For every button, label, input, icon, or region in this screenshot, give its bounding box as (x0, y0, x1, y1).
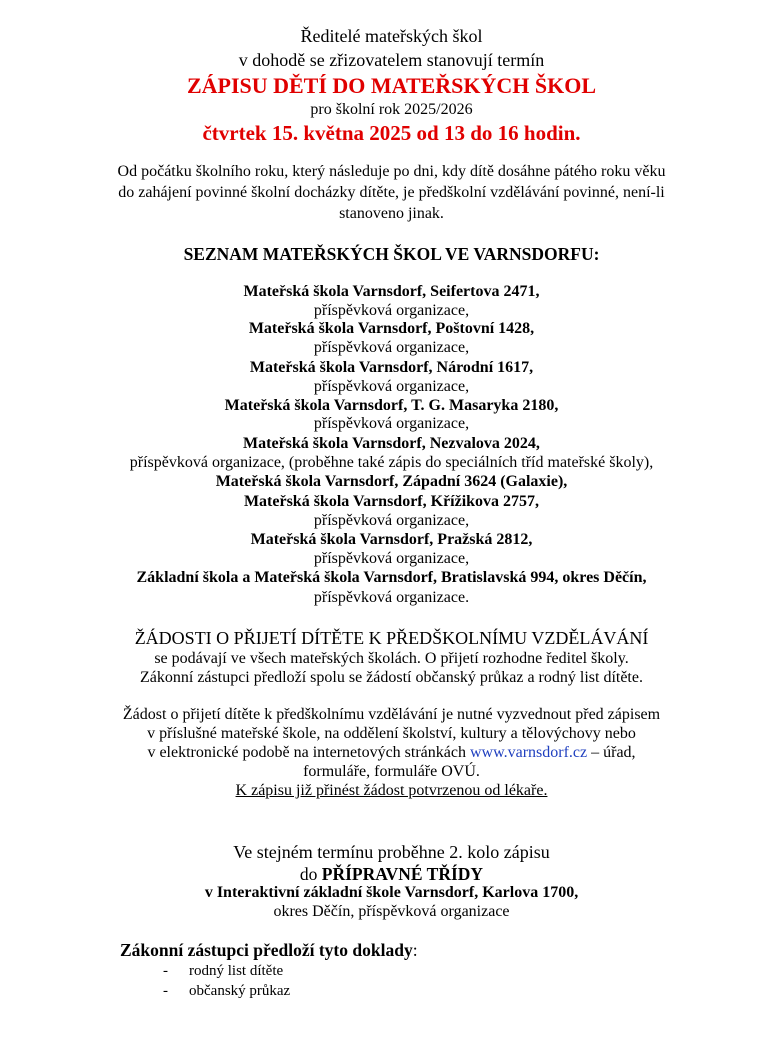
school-type: příspěvková organizace. (313, 589, 470, 606)
school-name: Mateřská škola Varnsdorf, T. G. Masaryka 2180, (224, 397, 559, 414)
schools-heading: SEZNAM MATEŘSKÝCH ŠKOL VE VARNSDORFU: (183, 244, 600, 264)
intro-line-2: do zahájení povinné školní docházky dítěte, je předškolní vzdělávání povinné, není-li (118, 184, 665, 201)
varnsdorf-website-link[interactable]: www.varnsdorf.cz (469, 744, 588, 761)
header-line-1: Ředitelé mateřských škol (300, 26, 483, 46)
school-name: Mateřská škola Varnsdorf, Křížikova 2757, (243, 493, 540, 510)
document-item: rodný list dítěte (189, 963, 284, 979)
school-name: Mateřská škola Varnsdorf, Pražská 2812, (250, 531, 533, 548)
bullet-dash: - (163, 983, 168, 999)
applications-line-1: se podávají ve všech mateřských školách. O přijetí rozhodne ředitel školy. (154, 650, 629, 667)
prep-class-line-2 (0, 864, 783, 885)
form-info-line-1: Žádost o přijetí dítěte k předškolnímu vzdělávání je nutné vyzvednout před zápisem (122, 706, 661, 723)
school-name: Mateřská škola Varnsdorf, Nezvalova 2024, (243, 435, 540, 452)
school-name: Mateřská škola Varnsdorf, Poštovní 1428, (248, 320, 535, 337)
form-info-line-4: formuláře, formuláře OVÚ. (303, 763, 480, 780)
school-type: příspěvková organizace, (313, 415, 470, 432)
school-name: Mateřská škola Varnsdorf, Seifertova 2471, (243, 283, 540, 300)
intro-line-3: stanoveno jinak. (339, 205, 444, 222)
applications-line-2: Zákonní zástupci předloží spolu se žádostí občanský průkaz a rodný list dítěte. (140, 669, 643, 686)
prep-class-district: okres Děčín, příspěvková organizace (273, 903, 510, 920)
school-name: Mateřská škola Varnsdorf, Západní 3624 (Galaxie), (215, 473, 568, 490)
documents-heading-colon: : (412, 940, 418, 960)
documents-heading-text: Zákonní zástupci předloží tyto doklady (120, 940, 413, 960)
form-info-line-3-pre: v elektronické podobě na internetových stránkách (147, 744, 470, 761)
form-info-line-3 (0, 744, 783, 762)
doctor-confirmation-note: K zápisu již přinést žádost potvrzenou od lékaře. (235, 782, 548, 799)
school-type: příspěvková organizace, (proběhne také zápis do speciálních tříd mateřské školy), (129, 454, 654, 471)
prep-class-school: v Interaktivní základní škole Varnsdorf, Karlova 1700, (204, 884, 579, 901)
main-title: ZÁPISU DĚTÍ DO MATEŘSKÝCH ŠKOL (186, 73, 597, 98)
prep-class-line-2-pre: do (299, 864, 322, 884)
document-item: občanský průkaz (189, 983, 291, 999)
form-info-line-2: v příslušné mateřské škole, na oddělení školství, kultury a tělovýchovy nebo (147, 725, 636, 742)
form-info-line-3-post: – úřad, (587, 744, 636, 761)
enrollment-date: čtvrtek 15. května 2025 od 13 do 16 hodin. (202, 121, 581, 145)
bullet-dash: - (163, 963, 168, 979)
school-name: Mateřská škola Varnsdorf, Národní 1617, (249, 359, 534, 376)
documents-heading (120, 940, 418, 961)
school-year: pro školní rok 2025/2026 (310, 101, 473, 118)
school-name: Základní škola a Mateřská škola Varnsdorf, Bratislavská 994, okres Děčín, (136, 569, 647, 586)
header-line-2: v dohodě se zřizovatelem stanovují termín (238, 50, 545, 70)
prep-class-line-1: Ve stejném termínu proběhne 2. kolo zápisu (233, 842, 550, 862)
school-type: příspěvková organizace, (313, 550, 470, 567)
prep-class-title: PŘÍPRAVNÉ TŘÍDY (321, 864, 484, 884)
school-type: příspěvková organizace, (313, 378, 470, 395)
school-type: příspěvková organizace, (313, 302, 470, 319)
applications-heading: ŽÁDOSTI O PŘIJETÍ DÍTĚTE K PŘEDŠKOLNÍMU VZDĚLÁVÁNÍ (134, 628, 649, 648)
school-type: příspěvková organizace, (313, 339, 470, 356)
school-type: příspěvková organizace, (313, 512, 470, 529)
intro-line-1: Od počátku školního roku, který následuje po dni, kdy dítě dosáhne pátého roku věku (117, 163, 666, 180)
